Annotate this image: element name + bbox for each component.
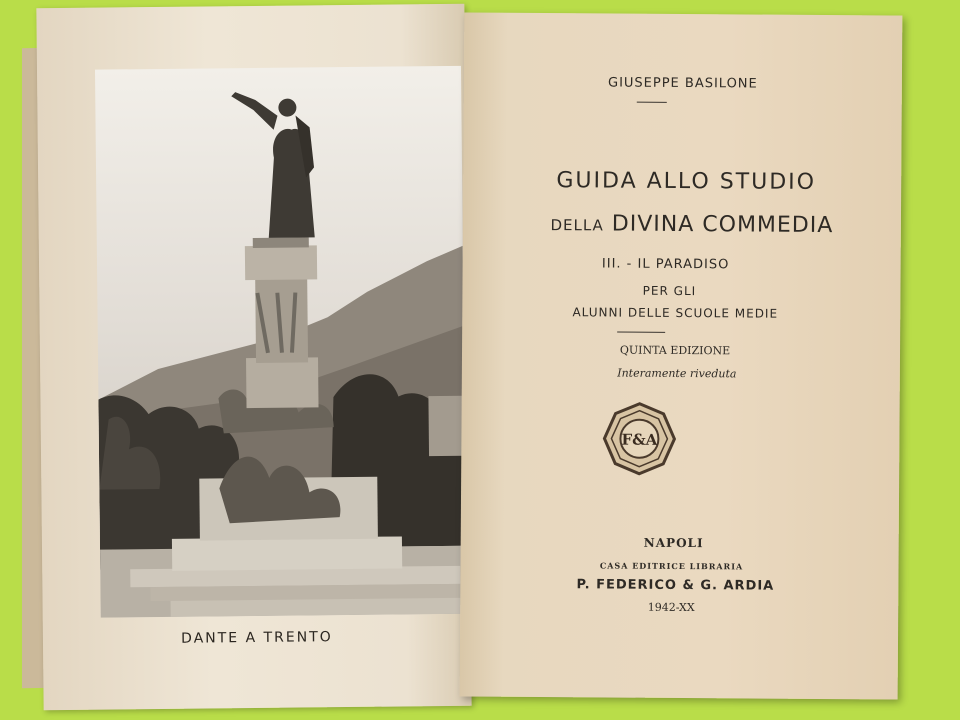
edition-label: QUINTA EDIZIONE bbox=[619, 343, 731, 358]
dante-monument-illustration bbox=[95, 66, 467, 618]
monument-photograph bbox=[95, 66, 467, 618]
audience-line1: PER GLI bbox=[642, 283, 697, 299]
volume-label: III. - IL PARADISO bbox=[601, 256, 730, 273]
publisher-names: P. FEDERICO & G. ARDIA bbox=[576, 577, 775, 594]
title-prefix: DELLA bbox=[550, 216, 604, 235]
publisher-city: NAPOLI bbox=[643, 535, 704, 551]
author-name: GIUSEPPE BASILONE bbox=[607, 75, 758, 92]
audience-line2: ALUNNI DELLE SCUOLE MEDIE bbox=[572, 305, 779, 321]
publisher-logo-icon bbox=[602, 401, 677, 476]
title-main: DIVINA COMMEDIA bbox=[611, 211, 834, 239]
publication-year: 1942-XX bbox=[647, 600, 695, 615]
author-rule bbox=[637, 102, 667, 103]
photo-caption: DANTE A TRENTO bbox=[181, 629, 333, 647]
section-rule bbox=[617, 332, 665, 333]
book-title-line2 bbox=[473, 211, 911, 239]
left-page bbox=[36, 4, 471, 710]
logo-monogram: F&A bbox=[621, 430, 658, 449]
edition-note: Interamente riveduta bbox=[617, 366, 737, 381]
title-page bbox=[460, 12, 903, 699]
publisher-house: CASA EDITRICE LIBRARIA bbox=[599, 560, 744, 572]
book-title-line1: GUIDA ALLO STUDIO bbox=[556, 168, 817, 195]
